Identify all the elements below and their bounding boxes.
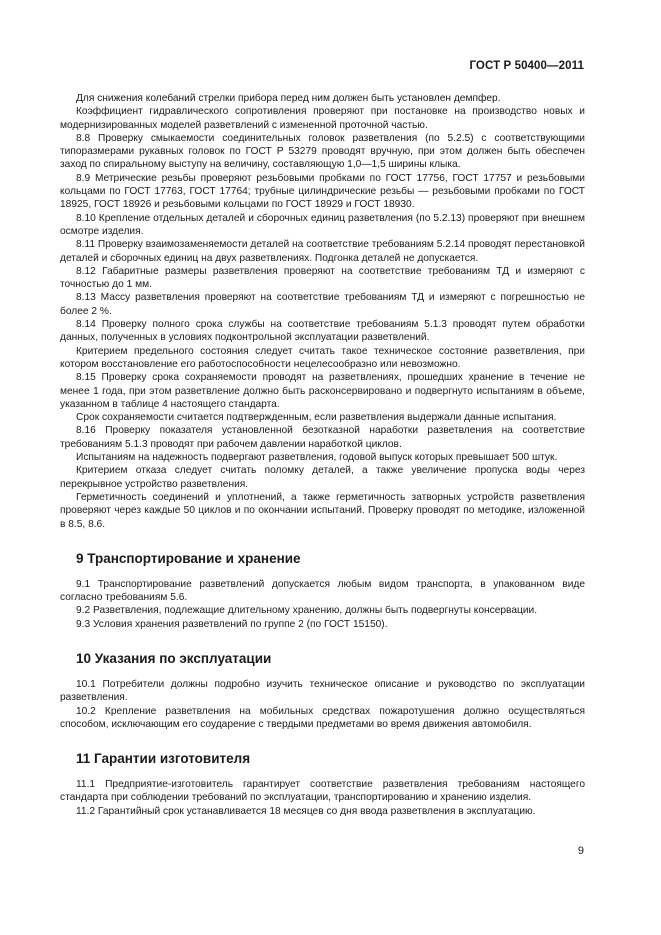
section-heading: 10 Указания по эксплуатации bbox=[76, 650, 272, 666]
paragraph: Критерием отказа следует считать поломку деталей, а также увеличение пропуска воды через перекрывное устройство разветвления. bbox=[60, 465, 585, 490]
paragraph: 8.8 Проверку смыкаемости соединительных головок разветвления (по 5.2.5) с соответствующими типоразмерами рукавных головок по ГОСТ Р 53279 проводят вручную, при этом должен быть обеспечен заход по спиральному выступу на величину, составляющую 1,0—1,5 ширины клыка. bbox=[60, 132, 585, 171]
paragraph: 8.15 Проверку срока сохраняемости проводят на разветвлениях, прошедших хранение в течение не менее 1 года, при этом разветвление должно быть расконсервировано и подвергнуто испытаниям в объеме, указанном в таблице 4 настоящего стандарта. bbox=[60, 372, 585, 410]
paragraph: 10.1 Потребители должны подробно изучить техническое описание и руководство по эксплуатации разветвления. bbox=[60, 678, 585, 704]
paragraph: 8.16 Проверку показателя установленной безотказной наработки разветвления на соответствие требованиям 5.1.3 проводят при рабочем давлении наработкой циклов. bbox=[60, 425, 585, 450]
paragraph: 11.2 Гарантийный срок устанавливается 18 месяцев со дня ввода разветвления в эксплуатацию. bbox=[76, 805, 536, 817]
page-number: 9 bbox=[577, 845, 584, 857]
paragraph: 9.1 Транспортирование разветвлений допускается любым видом транспорта, в упакованном виде согласно требованиям 5.6. bbox=[60, 578, 585, 604]
section-heading: 9 Транспортирование и хранение bbox=[76, 550, 301, 566]
paragraph: 10.2 Крепление разветвления на мобильных средствах пожаротушения должно осуществляться способом, исключающим его соударение с твердыми предметами во время движения автомобиля. bbox=[60, 705, 585, 730]
paragraph: Критерием предельного состояния следует считать такое техническое состояние разветвления, при котором восстановление его работоспособности нецелесообразно или невозможно. bbox=[60, 345, 585, 370]
document-body bbox=[60, 92, 585, 818]
paragraph: Для снижения колебаний стрелки прибора перед ним должен быть установлен демпфер. bbox=[76, 93, 501, 104]
paragraph: Срок сохраняемости считается подтвержденным, если разветвления выдержали данные испытания. bbox=[76, 412, 557, 424]
section-heading: 11 Гарантии изготовителя bbox=[76, 751, 251, 767]
paragraph: Герметичность соединений и уплотнений, а также герметичность затворных устройств разветвления проверяют через каждые 50 циклов и по окончании испытаний. Проверку проводят по методике, изложенной в 8.5, 8.6. bbox=[60, 491, 585, 530]
paragraph: Коэффициент гидравлического сопротивления проверяют при постановке на производство новых и модернизированных моделей разветвлений с измененной проточной частью. bbox=[60, 106, 585, 131]
paragraph: 11.1 Предприятие-изготовитель гарантирует соответствие разветвления требованиям настоящего стандарта при соблюдении требований по эксплуатации, транспортированию и хранению изделия. bbox=[60, 779, 585, 804]
paragraph: 8.10 Крепление отдельных деталей и сборочных единиц разветвления (по 5.2.13) проверяют при внешнем осмотре изделия. bbox=[60, 212, 585, 237]
paragraph: Испытаниям на надежность подвергают разветвления, годовой выпуск которых превышает 500 штук. bbox=[76, 452, 558, 464]
document-header: ГОСТ Р 50400—2011 bbox=[469, 60, 584, 72]
paragraph: 8.9 Метрические резьбы проверяют резьбовыми пробками по ГОСТ 17756, ГОСТ 17757 и резьбовыми кольцами по ГОСТ 17763, ГОСТ 17764; трубные цилиндрические резьбы — резьбовыми пробками по ГОСТ 18925, ГОСТ 18926 и резьбовыми кольцами по ГОСТ 18929 и ГОСТ 18930. bbox=[60, 172, 585, 211]
paragraph: 9.3 Условия хранения разветвлений по группе 2 (по ГОСТ 15150). bbox=[76, 618, 388, 630]
paragraph: 8.12 Габаритные размеры разветвления проверяют на соответствие требованиям ТД и измеряют с точностью до 1 мм. bbox=[60, 265, 585, 291]
paragraph: 9.2 Разветвления, подлежащие длительному хранению, должны быть подвергнуты консервации. bbox=[76, 605, 538, 617]
paragraph: 8.13 Массу разветвления проверяют на соответствие требованиям ТД и измеряют с погрешностью не более 2 %. bbox=[60, 292, 585, 317]
paragraph: 8.11 Проверку взаимозаменяемости деталей на соответствие требованиям 5.2.14 проводят перестановкой деталей и сборочных единиц на двух разветвлениях. Подгонка деталей не допускается. bbox=[60, 239, 585, 264]
paragraph: 8.14 Проверку полного срока службы на соответствие требованиям 5.1.3 проводят путем обработки данных, полученных в условиях подконтрольной эксплуатации разветвлений. bbox=[60, 319, 585, 344]
